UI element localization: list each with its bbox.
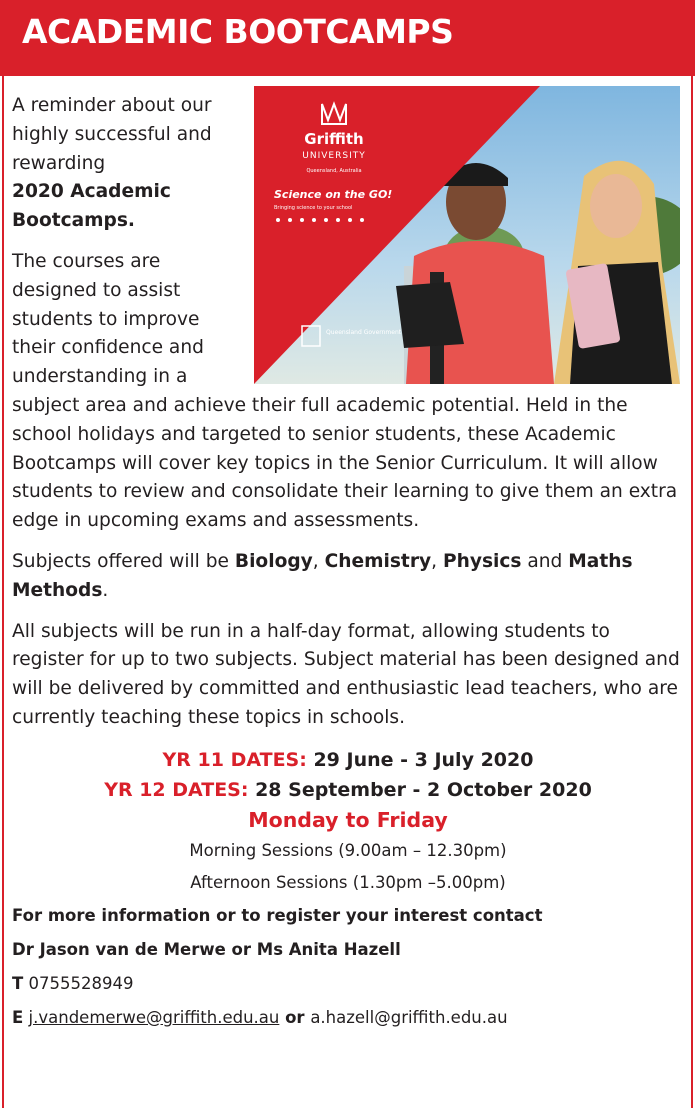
yr11-value: 29 June - 3 July 2020: [306, 748, 534, 771]
subject-biology: Biology: [234, 550, 313, 572]
subjects-end: .: [102, 579, 109, 601]
subjects-sep-2: ,: [431, 550, 443, 572]
gov-label: Queensland Government: [326, 329, 402, 336]
email-label: E: [12, 1007, 24, 1027]
sessions-block: [12, 835, 684, 899]
subject-maths: Maths Methods: [12, 550, 633, 601]
subjects-prefix: Subjects offered will be: [12, 550, 235, 572]
morning-session: Morning Sessions (9.00am – 12.30pm): [189, 840, 507, 860]
phone-label: T: [12, 973, 24, 993]
yr12-value: 28 September - 2 October 2020: [248, 778, 592, 801]
subject-chemistry: Chemistry: [324, 550, 432, 572]
description-paragraph: The courses are designed to assist students to improve their confidence and understanding in a subject area and achieve their full academic potential. Held in the school holidays and targeted to senior students, these Academic Bootcamps will cover key topics in the Senior Curriculum. It will allow students to review and consolidate their learning to give them an extra edge in upcoming exams and assessments.: [12, 250, 678, 532]
subject-physics: Physics: [442, 550, 522, 572]
subjects-and: and: [521, 550, 569, 572]
contact-phone: [12, 967, 684, 1001]
program-name: Science on the GO!: [274, 188, 393, 201]
intro-bold: 2020 Academic Bootcamps.: [12, 181, 171, 232]
logo-university: UNIVERSITY: [302, 151, 366, 161]
email-anita[interactable]: a.hazell@griffith.edu.au: [310, 1007, 508, 1027]
contact-names: Dr Jason van de Merwe or Ms Anita Hazell: [12, 939, 401, 959]
program-tagline: Bringing science to your school: [274, 205, 353, 211]
students-photo-image: [254, 86, 680, 384]
yr11-label: YR 11 DATES:: [162, 748, 307, 771]
subjects-sep-1: ,: [312, 550, 325, 572]
afternoon-session: Afternoon Sessions (1.30pm –5.00pm): [190, 872, 506, 892]
page-title: ACADEMIC BOOTCAMPS: [22, 12, 454, 51]
flyer-content: [12, 92, 684, 1035]
email-or: or: [279, 1007, 311, 1027]
contact-block: [12, 899, 684, 1035]
promo-photo: [254, 86, 680, 384]
subjects-paragraph: [12, 548, 684, 606]
dates-block: [12, 745, 684, 835]
days-label: Monday to Friday: [248, 807, 448, 832]
phone-number: 0755528949: [23, 973, 134, 993]
yr12-dates: [12, 775, 684, 805]
intro-text: A reminder about our highly successful and rewarding: [12, 95, 212, 174]
logo-griffith: Griffith: [304, 130, 364, 148]
contact-email: [12, 1001, 684, 1035]
logo-location: Queensland, Australia: [306, 168, 362, 174]
format-paragraph: All subjects will be run in a half-day format, allowing students to register for up to two subjects. Subject material has been designed and will be delivered by committed and enthusiastic lead teachers, who are currently teaching these topics in schools.: [12, 620, 680, 728]
yr11-dates: [12, 745, 684, 775]
title-banner: [0, 0, 695, 76]
email-link-jason[interactable]: j.vandemerwe@griffith.edu.au: [28, 1007, 280, 1027]
yr12-label: YR 12 DATES:: [104, 778, 249, 801]
contact-heading: For more information or to register your interest contact: [12, 905, 543, 925]
